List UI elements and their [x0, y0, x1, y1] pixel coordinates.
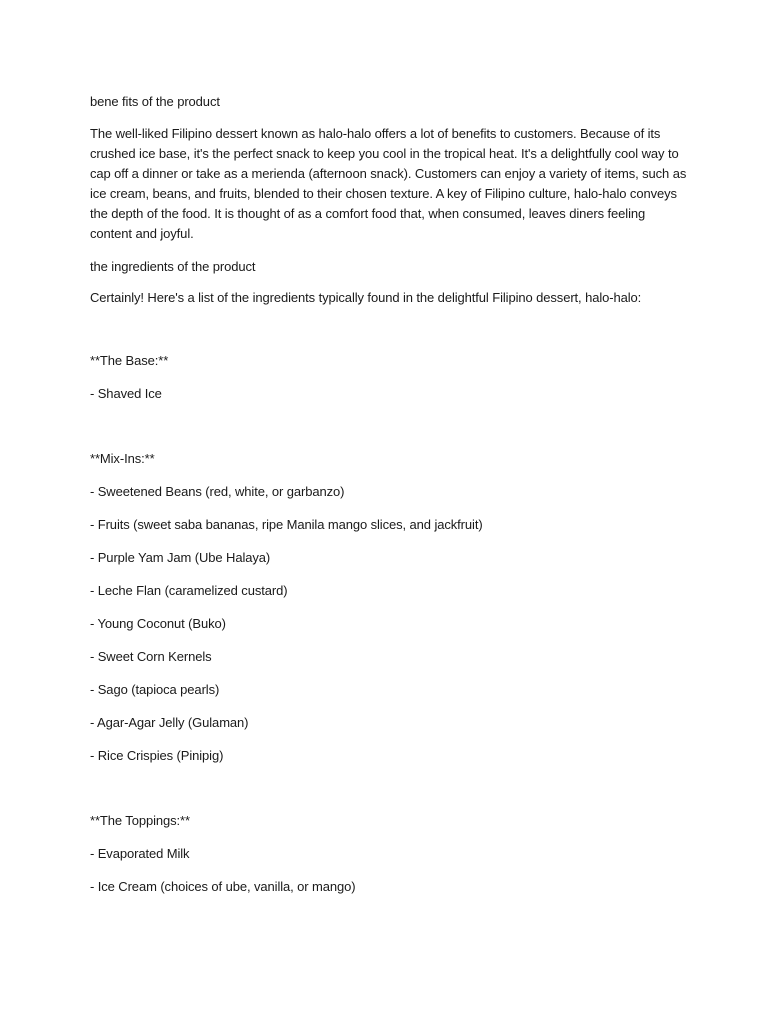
benefits-heading: bene fits of the product — [90, 94, 220, 109]
list-item: - Young Coconut (Buko) — [90, 616, 226, 631]
spacer — [90, 418, 690, 450]
list-item: - Leche Flan (caramelized custard) — [90, 583, 288, 598]
ingredients-heading: the ingredients of the product — [90, 259, 256, 274]
list-item: - Shaved Ice — [90, 386, 162, 401]
mixins-heading: **Mix-Ins:** — [90, 451, 155, 466]
benefits-paragraph: The well-liked Filipino dessert known as halo-halo offers a lot of benefits to customers. Because of its crushed ice base, it's the perfect snack to keep you cool in the tropical heat. It's a delightfully cool way to cap off a dinner or take as a merienda (afternoon snack). Customers can enjoy a variety of items, such as ice cream, beans, and fruits, blended to their chosen texture. A key of Filipino culture, halo-halo conveys the depth of the food. It is thought of as a comfort food that, when consumed, leaves diners feeling content and joyful. — [90, 126, 687, 241]
list-item: - Evaporated Milk — [90, 846, 190, 861]
spacer — [90, 320, 690, 352]
list-item: - Agar-Agar Jelly (Gulaman) — [90, 715, 249, 730]
spacer — [90, 780, 690, 812]
toppings-heading: **The Toppings:** — [90, 813, 190, 828]
list-item: - Rice Crispies (Pinipig) — [90, 748, 224, 763]
list-item: - Fruits (sweet saba bananas, ripe Manila mango slices, and jackfruit) — [90, 517, 483, 532]
list-item: - Sweetened Beans (red, white, or garbanzo) — [90, 484, 345, 499]
list-item: - Sweet Corn Kernels — [90, 649, 212, 664]
list-item: - Purple Yam Jam (Ube Halaya) — [90, 550, 271, 565]
base-heading: **The Base:** — [90, 353, 169, 368]
list-item: - Sago (tapioca pearls) — [90, 682, 220, 697]
ingredients-intro: Certainly! Here's a list of the ingredients typically found in the delightful Filipino dessert, halo-halo: — [90, 290, 642, 305]
list-item: - Ice Cream (choices of ube, vanilla, or mango) — [90, 879, 356, 894]
document-content — [90, 93, 690, 911]
